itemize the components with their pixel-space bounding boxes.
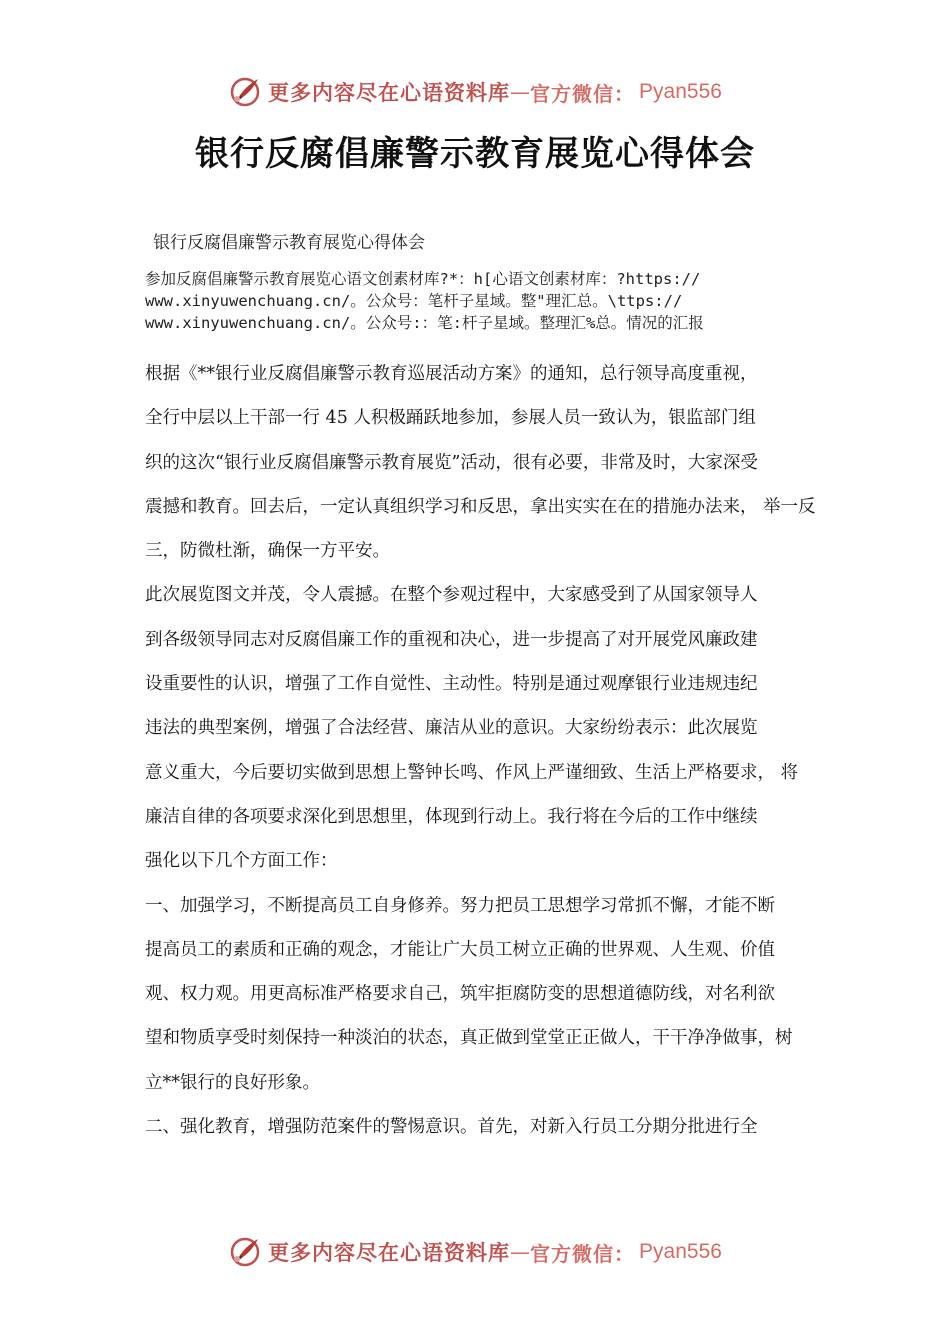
body-line: 三，防微杜渐，确保一方平安。 bbox=[145, 541, 390, 562]
document-subtitle: 银行反腐倡廉警示教育展览心得体会 bbox=[153, 233, 425, 253]
banner-text: 更多内容尽在心语资料库 bbox=[268, 1241, 511, 1265]
body-line: 提高员工的素质和正确的观念，才能让广大员工树立正确的世界观、人生观、价值 bbox=[145, 939, 775, 960]
document-title: 银行反腐倡廉警示教育展览心得体会 bbox=[195, 134, 755, 174]
body-line: 震撼和教育。回去后，一定认真组织学习和反思，拿出实实在在的措施办法来， 举一反 bbox=[145, 496, 816, 517]
source-notice bbox=[145, 268, 825, 334]
banner-text: 更多内容尽在心语资料库 bbox=[268, 81, 511, 105]
banner-contact-id: Pyan556 bbox=[639, 1240, 722, 1263]
body-line: 强化以下几个方面工作： bbox=[145, 851, 338, 872]
banner-contact-label: 官方微信： bbox=[530, 81, 636, 106]
banner-separator: — bbox=[510, 80, 531, 104]
body-line: 二、强化教育，增强防范案件的警惕意识。首先，对新入行员工分期分批进行全 bbox=[145, 1117, 758, 1138]
body-line: 设重要性的认识，增强了工作自觉性、主动性。特别是通过观摩银行业违规违纪 bbox=[145, 674, 758, 695]
document-body bbox=[145, 352, 817, 1149]
quill-logo-icon bbox=[228, 75, 262, 109]
body-line: 织的这次“银行业反腐倡廉警示教育展览”活动，很有必要，非常及时，大家深受 bbox=[145, 452, 758, 473]
body-line: 观、权力观。用更高标准严格要求自己，筑牢拒腐防变的思想道德防线，对名利欲 bbox=[145, 984, 775, 1005]
banner-separator: — bbox=[510, 1240, 531, 1264]
banner-contact-id: Pyan556 bbox=[639, 80, 722, 103]
footer-banner bbox=[0, 1232, 950, 1272]
source-notice-line: www.xinyuwenchuang.cn/。公众号:：笔:杆子星域。整理汇%总。情况的汇报 bbox=[145, 314, 704, 332]
source-notice-line: 参加反腐倡廉警示教育展览心语文创素材库?*：h[心语文创素材库：?https:// bbox=[145, 270, 701, 288]
body-line: 根据《**银行业反腐倡廉警示教育巡展活动方案》的通知，总行领导高度重视， bbox=[145, 364, 758, 384]
body-line: 到各级领导同志对反腐倡廉工作的重视和决心，进一步提高了对开展党风廉政建 bbox=[145, 629, 758, 650]
source-notice-line: www.xinyuwenchuang.cn/。公众号：笔杆子星域。整"理汇总。\ttps:// bbox=[145, 292, 683, 310]
quill-logo-icon bbox=[228, 1235, 262, 1269]
body-line: 此次展览图文并茂，令人震撼。在整个参观过程中，大家感受到了从国家领导人 bbox=[145, 585, 758, 606]
body-line: 一、加强学习，不断提高员工自身修养。努力把员工思想学习常抓不懈，才能不断 bbox=[145, 895, 775, 916]
body-line: 全行中层以上干部一行 45 人积极踊跃地参加，参展人员一致认为，银监部门组 bbox=[145, 408, 756, 429]
header-banner bbox=[0, 72, 950, 112]
body-line: 违法的典型案例，增强了合法经营、廉洁从业的意识。大家纷纷表示：此次展览 bbox=[145, 718, 758, 739]
body-line: 意义重大，今后要切实做到思想上警钟长鸣、作风上严谨细致、生活上严格要求， 将 bbox=[145, 762, 799, 783]
body-line: 立**银行的良好形象。 bbox=[145, 1072, 320, 1093]
banner-contact-label: 官方微信： bbox=[530, 1241, 636, 1266]
body-line: 廉洁自律的各项要求深化到思想里，体现到行动上。我行将在今后的工作中继续 bbox=[145, 806, 758, 827]
body-line: 望和物质享受时刻保持一种淡泊的状态，真正做到堂堂正正做人，干干净净做事，树 bbox=[145, 1028, 793, 1049]
